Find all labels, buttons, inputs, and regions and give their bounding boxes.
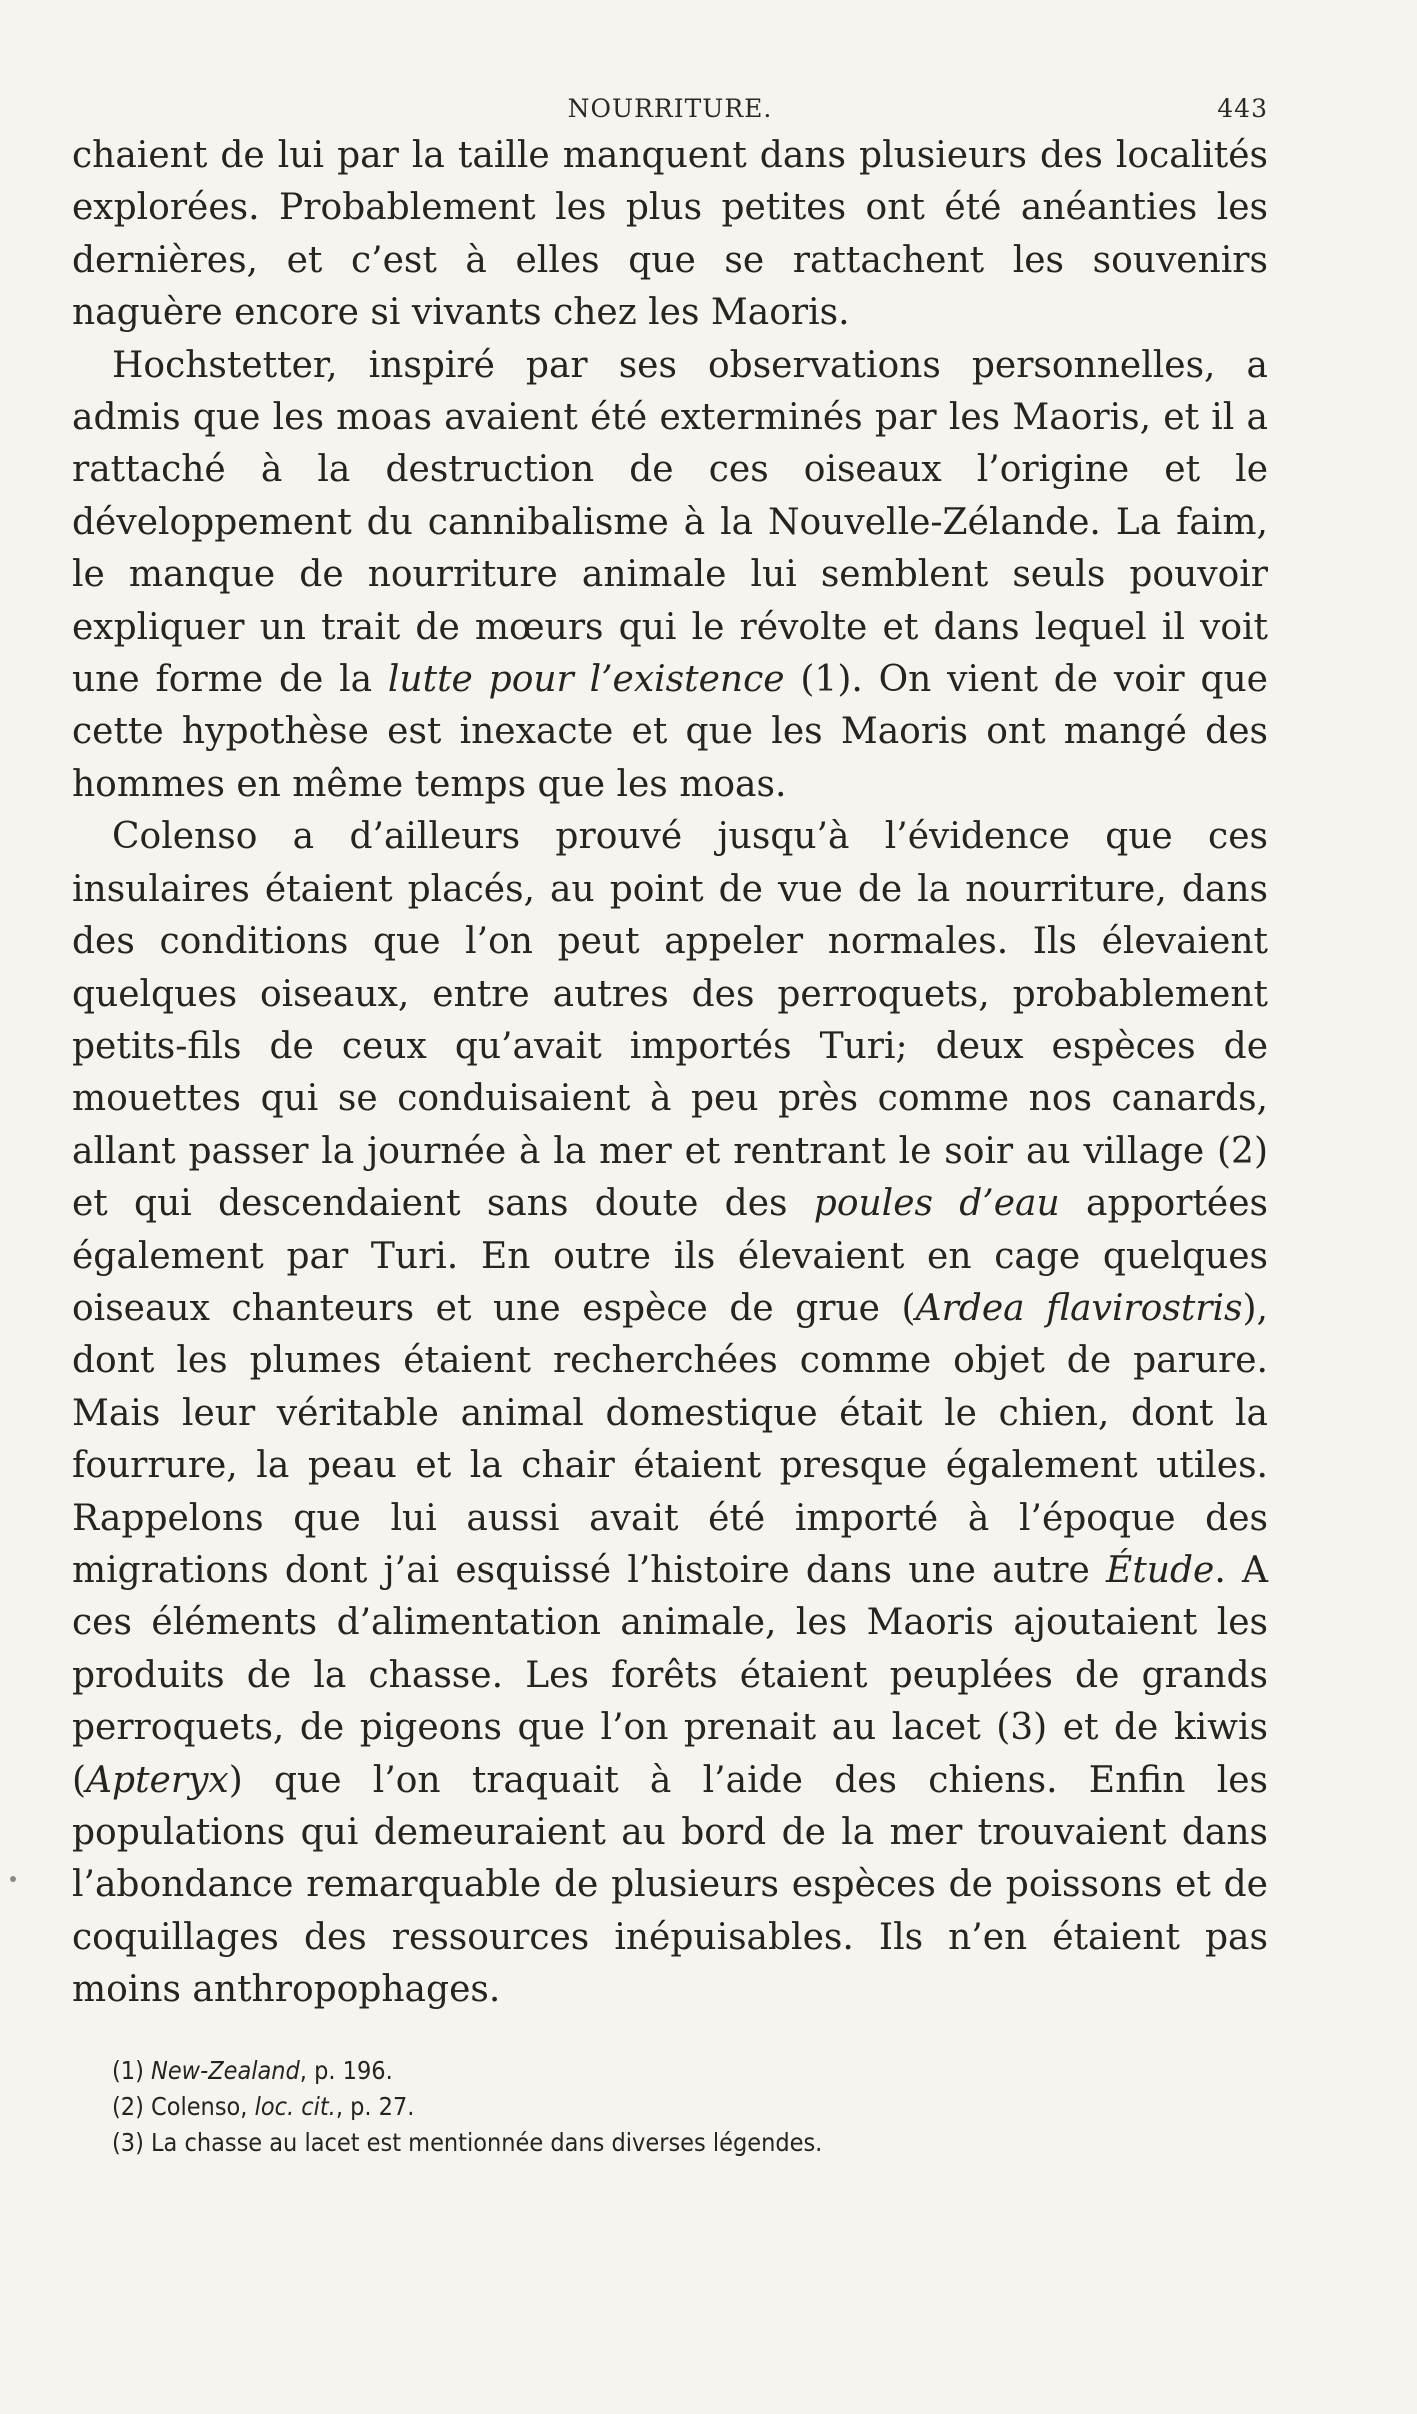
margin-mark xyxy=(10,1876,16,1882)
text-run: , p. 196. xyxy=(299,2055,393,2085)
text-run: Colenso a d’ailleurs prouvé jusqu’à l’évidence que ces insulaires étaient placés, au point de vue de la nourriture, dans des conditions que l’on peut appeler normales. Ils élevaient quelques oiseaux, entre autres des perroquets, probablement petits-fils de ceux qu’avait importés Turi; deux espèces de mouettes qui se conduisaient à peu près comme nos canards, allant passer la journée à la mer et rentrant le soir au village (2) et qui descendaient sans doute des xyxy=(72,816,1268,1225)
footnote-3 xyxy=(112,2125,1268,2161)
text-run: (1). On vient de voir que cette hypothèse est inexacte et que les Maoris ont mangé des hommes en même temps que les moas. xyxy=(72,659,1268,805)
italic-text: Apteryx xyxy=(86,1759,229,1801)
footnote-2 xyxy=(112,2089,1268,2125)
italic-text: loc. cit. xyxy=(254,2091,336,2121)
running-head-title: NOURRITURE. xyxy=(567,94,773,123)
footnote-1 xyxy=(112,2053,1268,2089)
text-run: (3) La chasse au lacet est mentionnée dans diverses légendes. xyxy=(112,2127,823,2157)
footnotes xyxy=(72,2053,1268,2161)
italic-text: Ardea flavirostris xyxy=(915,1287,1243,1329)
body-text xyxy=(72,130,1268,2017)
running-head xyxy=(72,90,1268,130)
page-number: 443 xyxy=(1217,94,1268,123)
text-run: ) que l’on traquait à l’aide des chiens. Enfin les populations qui demeuraient au bord de la mer trouvaient dans l’abondance remarquable de plusieurs espèces de poissons et de coquillages des ressources inépuisables. Ils n’en étaient pas moins anthropophages. xyxy=(72,1759,1268,2011)
text-run: , p. 27. xyxy=(335,2091,415,2121)
italic-text: Étude xyxy=(1106,1549,1215,1591)
paragraph-1 xyxy=(72,130,1268,340)
text-run: chaient de lui par la taille manquent dans plusieurs des localités explorées. Probablement les plus petites ont été anéanties les dernières, et c’est à elles que se rattachent les souvenirs naguère encore si vivants chez les Maoris. xyxy=(72,135,1268,334)
text-run: Hochstetter, inspiré par ses observations personnelles, a admis que les moas avaient été exterminés par les Maoris, et il a rattaché à la destruction de ces oiseaux l’origine et le développement du cannibalisme à la Nouvelle-Zélande. La faim, le manque de nourriture animale lui semblent seuls pouvoir expliquer un trait de mœurs qui le révolte et dans lequel il voit une forme de la xyxy=(72,344,1268,701)
text-run: . A ces éléments d’alimentation animale, les Maoris ajoutaient les produits de la chasse. Les forêts étaient peuplées de grands perroquets, de pigeons que l’on prenait au lacet (3) et de kiwis ( xyxy=(72,1549,1269,1801)
book-page xyxy=(72,90,1268,2161)
italic-text: poules d’eau xyxy=(813,1183,1060,1225)
text-run: (2) Colenso, xyxy=(112,2091,255,2121)
text-run: (1) xyxy=(112,2055,152,2085)
italic-text: New-Zealand xyxy=(151,2055,300,2085)
italic-text: lutte pour l’existence xyxy=(387,659,785,701)
paragraph-3 xyxy=(72,811,1268,2016)
text-run: ), dont les plumes étaient recherchées comme objet de parure. Mais leur véritable animal domestique était le chien, dont la fourrure, la peau et la chair étaient presque également utiles. Rappelons que lui aussi avait été importé à l’époque des migrations dont j’ai esquissé l’histoire dans une autre xyxy=(72,1287,1268,1591)
paragraph-2 xyxy=(72,340,1268,812)
text-run: apportées également par Turi. En outre ils élevaient en cage quelques oiseaux chanteurs et une espèce de grue ( xyxy=(72,1183,1268,1329)
